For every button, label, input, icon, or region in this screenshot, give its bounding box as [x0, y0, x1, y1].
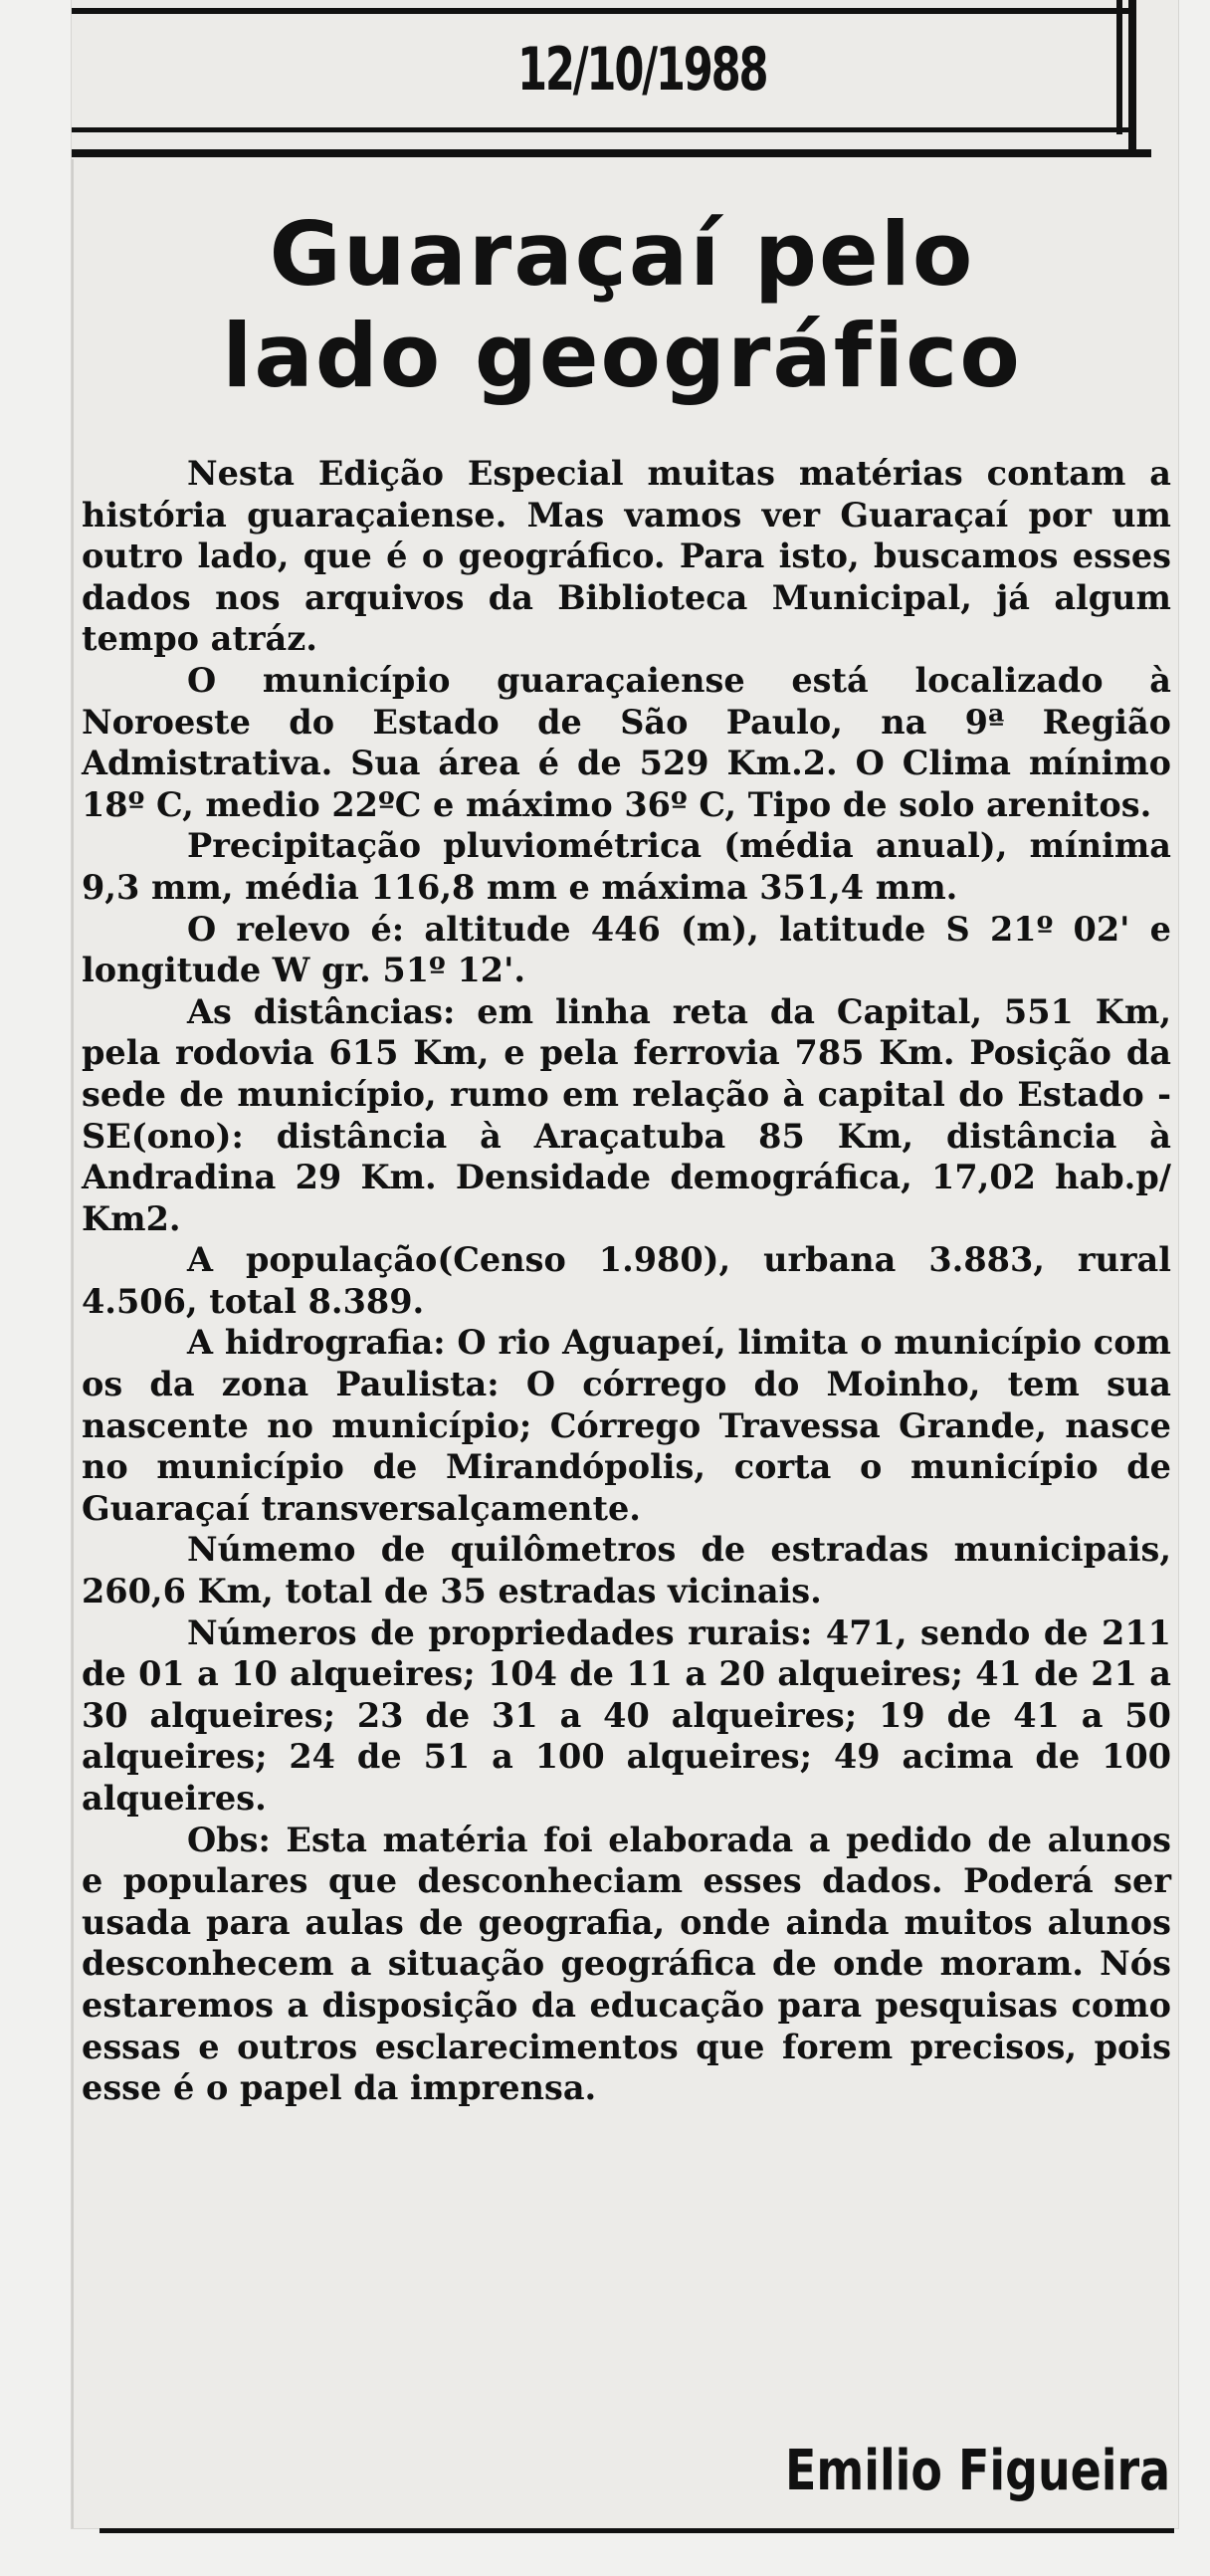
- header-rule-bottom-thick: [72, 149, 1151, 157]
- paragraph-roads: Númemo de quilômetros de estradas municipais, 260,6 Km, total de 35 estradas vicinais.: [82, 1530, 1171, 1611]
- paragraph-intro: Nesta Edição Especial muitas matérias contam a história guaraçaiense. Mas vamos ver Guaraçaí por um outro lado, que é o geográfico. Para isto, buscamos esses dados nos arquivos da Biblioteca Municipal, já algum tempo atráz.: [82, 454, 1171, 659]
- header-rule-right: [1116, 0, 1122, 134]
- headline-line-1: Guaraçaí pelo: [269, 203, 975, 306]
- header-rule-bottom: [72, 127, 1136, 132]
- header-rule-top: [72, 8, 1136, 14]
- article-headline: [104, 204, 1139, 407]
- paragraph-note: Obs: Esta matéria foi elaborada a pedido de alunos e populares que desconheciam esses dados. Poderá ser usada para aulas de geografia, onde ainda muitos alunos desconhecem a situação geográfica de onde moram. Nós estaremos a disposição da educação para pesquisas como essas e outros esclarecimentos que forem precisos, pois esse é o papel da imprensa.: [82, 1820, 1171, 2108]
- article-body: [82, 453, 1171, 2109]
- fold-line: [72, 159, 74, 2528]
- author-signature: Emilio Figueira: [784, 2439, 1170, 2503]
- paragraph-precipitation: Precipitação pluviométrica (média anual), mínima 9,3 mm, média 116,8 mm e máxima 351,4 mm.: [82, 826, 1171, 907]
- paragraph-properties: Números de propriedades rurais: 471, sendo de 211 de 01 a 10 alqueires; 104 de 11 a 20 alqueires; 41 de 21 a 30 alqueires; 23 de 31 a 40 alqueires; 19 de 41 a 50 alqueires; 24 de 51 a 100 alqueires; 49 acima de 100 alqueires.: [82, 1612, 1171, 1818]
- paragraph-distances: As distâncias: em linha reta da Capital, 551 Km, pela rodovia 615 Km, e pela ferrovia 785 Km. Posição da sede de município, rumo em relação à capital do Estado - SE(ono): distância à Araçatuba 85 Km, distância à Andradina 29 Km. Densidade demográfica, 17,02 hab.p/ Km2.: [82, 991, 1171, 1238]
- paragraph-location: O município guaraçaiense está localizado à Noroeste do Estado de São Paulo, na 9ª Região Admistrativa. Sua área é de 529 Km.2. O Clima mínimo 18º C, medio 22ºC e máximo 36º C, Tipo de solo arenitos.: [82, 660, 1171, 824]
- publication-date: 12/10/1988: [517, 35, 767, 105]
- paragraph-relief: O relevo é: altitude 446 (m), latitude S 21º 02' e longitude W gr. 51º 12'.: [82, 909, 1171, 990]
- bottom-rule: [100, 2528, 1174, 2533]
- paragraph-population: A população(Censo 1.980), urbana 3.883, rural 4.506, total 8.389.: [82, 1240, 1171, 1321]
- headline-line-2: lado geográfico: [222, 305, 1022, 407]
- paragraph-hydrography: A hidrografia: O rio Aguapeí, limita o município com os da zona Paulista: O córrego do Moinho, tem sua nascente no município; Córrego Travessa Grande, nasce no município de Mirandópolis, corta o município de Guaraçaí transversalçamente.: [82, 1323, 1171, 1528]
- header-rule-right-outer: [1128, 0, 1136, 157]
